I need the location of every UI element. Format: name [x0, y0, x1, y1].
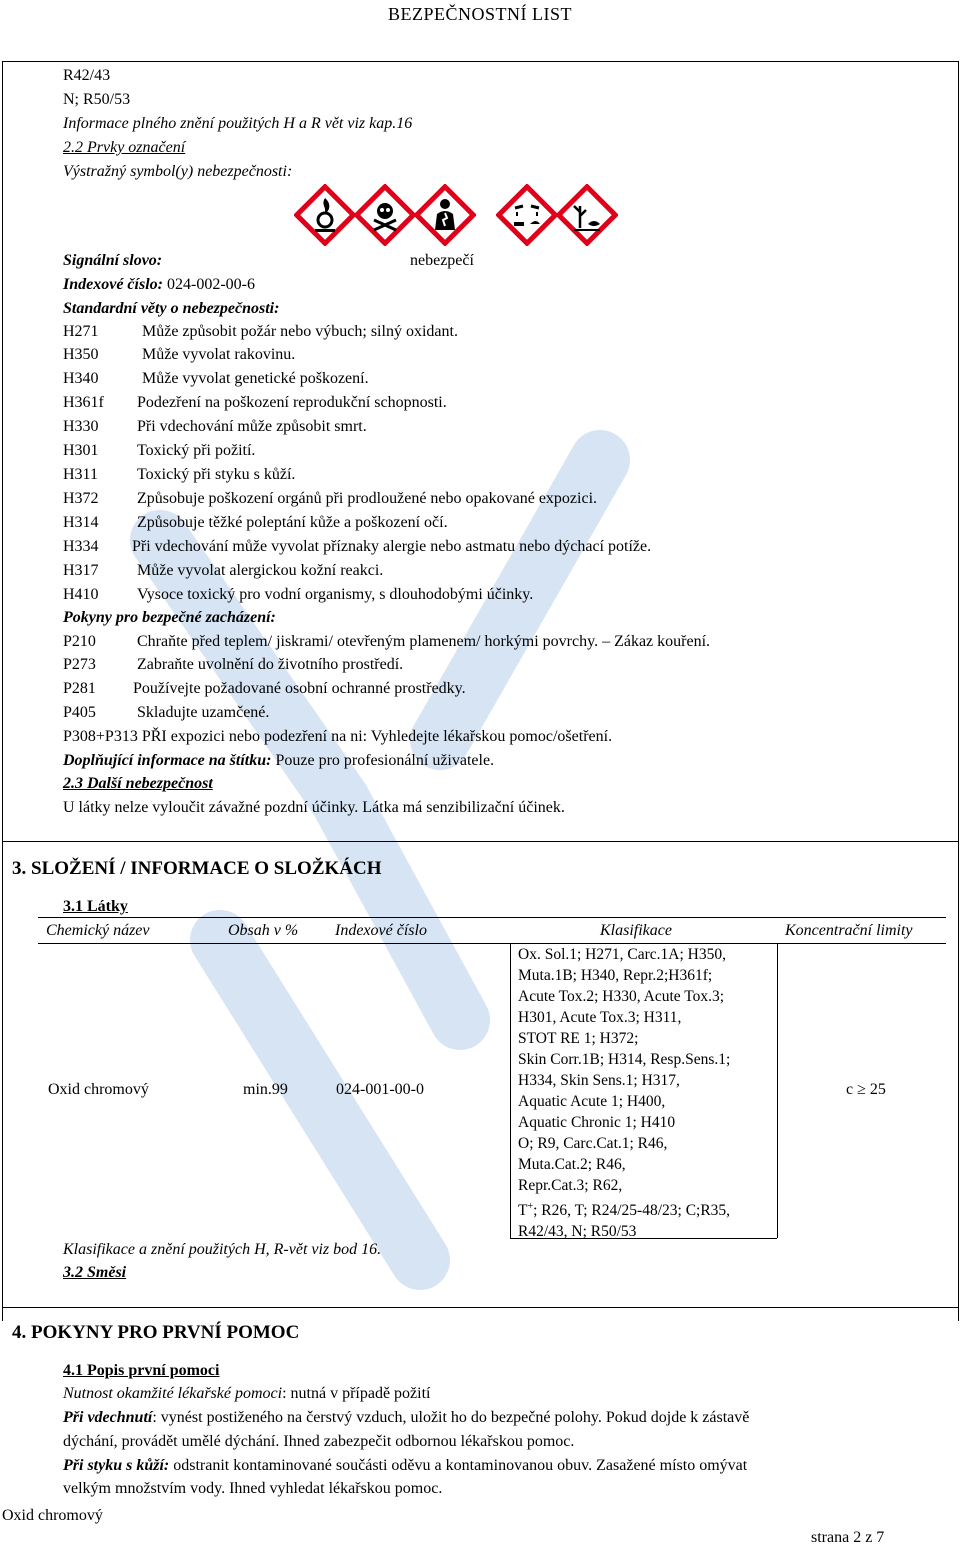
- skin-contact-line-2: velkým množstvím vody. Ihned vyhledat lékařskou pomoc.: [63, 1480, 443, 1497]
- skin-contact-text-1: odstranit kontaminované součásti oděvu a kontaminovanou obuv. Zasažené místo omývat: [169, 1457, 748, 1474]
- health-hazard-icon: [414, 184, 476, 246]
- classification-line: H334, Skin Sens.1; H317,: [518, 1072, 680, 1089]
- h-phrase-text: Způsobuje poškození orgánů při prodloužené nebo opakované expozici.: [137, 490, 598, 507]
- corrosion-icon: [496, 184, 558, 246]
- h-phrase-text: Vysoce toxický pro vodní organismy, s dlouhodobými účinky.: [137, 586, 534, 603]
- h-phrase-text: Způsobuje těžké poleptání kůže a poškození očí.: [137, 514, 448, 531]
- classification-line: H301, Acute Tox.3; H311,: [518, 1009, 682, 1026]
- h-phrase-text: Při vdechování může vyvolat příznaky alergie nebo astmatu nebo dýchací potíže.: [132, 538, 652, 555]
- t-superscript: +: [527, 1201, 534, 1212]
- p-phrase-code: P273: [63, 656, 96, 673]
- h-phrase-code: H410: [63, 586, 99, 603]
- table-header-limits: Koncentrační limity: [785, 922, 913, 939]
- medical-need-label: Nutnost okamžité lékařské pomoci: [63, 1385, 283, 1402]
- heading-3-1: 3.1 Látky: [63, 898, 128, 915]
- h-phrase-code: H311: [63, 466, 98, 483]
- classification-line: STOT RE 1; H372;: [518, 1030, 639, 1047]
- heading-4-1: 4.1 Popis první pomoci: [63, 1362, 220, 1379]
- heading-2-3: 2.3 Další nebezpečnost: [63, 775, 213, 792]
- inhalation-label: Při vdechnutí: [63, 1409, 153, 1426]
- table-col-divider: [777, 943, 778, 1238]
- classification-line: R42/43, N; R50/53: [518, 1223, 637, 1241]
- supplementary-info: [63, 752, 494, 770]
- h-phrase-code: H301: [63, 442, 99, 459]
- inhalation-line-1: [63, 1409, 749, 1427]
- h-phrase-text: Podezření na poškození reprodukční schopnosti.: [137, 394, 447, 411]
- table-header-border: [38, 943, 946, 944]
- document-title: BEZPEČNOSTNÍ LIST: [388, 4, 572, 24]
- classification-line: Ox. Sol.1; H271, Carc.1A; H350,: [518, 946, 726, 963]
- p-phrase-text: Používejte požadované osobní ochranné prostředky.: [133, 680, 466, 697]
- precautionary-label: Pokyny pro bezpečné zacházení:: [63, 609, 276, 626]
- p-phrase-text: Zabraňte uvolnění do životního prostředí.: [137, 656, 404, 673]
- skull-crossbones-icon: [354, 184, 416, 246]
- table-cell-classification: [518, 944, 730, 1242]
- p308-phrase: P308+P313 PŘI expozici nebo podezření na ni: Vyhledejte lékařskou pomoc/ošetření.: [63, 728, 613, 745]
- inhalation-text-1: : vynést postiženého na čerstvý vzduch, uložit ho do bezpečné polohy. Pokud dojde k zástavě: [152, 1409, 750, 1426]
- table-cell-name: Oxid chromový: [48, 1081, 149, 1098]
- classification-line: Muta.Cat.2; R46,: [518, 1156, 626, 1173]
- medical-need: [63, 1385, 430, 1403]
- table-header-index: Indexové číslo: [335, 922, 427, 939]
- classification-line: O; R9, Carc.Cat.1; R46,: [518, 1135, 668, 1152]
- h-phrase-code: H314: [63, 514, 99, 531]
- other-hazards-text: U látky nelze vyloučit závažné pozdní účinky. Látka má senzibilizační účinek.: [63, 799, 565, 816]
- h-phrase-code: H350: [63, 346, 99, 363]
- h-phrase-text: Může způsobit požár nebo výbuch; silný oxidant.: [142, 323, 458, 340]
- standard-phrases-label: Standardní věty o nebezpečnosti:: [63, 300, 280, 317]
- table-header-classification: Klasifikace: [600, 922, 672, 939]
- classification-line-t: [518, 1196, 730, 1221]
- section-3-title: 3. SLOŽENÍ / INFORMACE O SLOŽKÁCH: [12, 858, 382, 879]
- table-cell-limits: c ≥ 25: [846, 1081, 886, 1098]
- p-phrase-code: P210: [63, 633, 96, 650]
- h-phrase-code: H334: [63, 538, 99, 555]
- r-phrase-line-2: N; R50/53: [63, 91, 131, 108]
- classification-line: Repr.Cat.3; R62,: [518, 1177, 623, 1194]
- table-cell-content: min.99: [243, 1081, 288, 1098]
- environment-icon: [556, 184, 618, 246]
- index-number: [63, 276, 255, 294]
- info-note: Informace plného znění použitých H a R vět viz kap.16: [63, 115, 413, 132]
- frame-divider-2-3: [2, 841, 958, 842]
- h-phrase-code: H271: [63, 323, 99, 340]
- table-header-content: Obsah v %: [228, 922, 299, 939]
- h-phrase-text: Může vyvolat rakovinu.: [142, 346, 296, 363]
- footer-page-number: strana 2 z 7: [811, 1529, 885, 1546]
- section-4-title: 4. POKYNY PRO PRVNÍ POMOC: [12, 1322, 300, 1343]
- h-phrase-text: Při vdechování může způsobit smrt.: [137, 418, 367, 435]
- h-phrase-text: Toxický při styku s kůží.: [137, 466, 296, 483]
- heading-2-2: 2.2 Prvky označení: [63, 139, 186, 156]
- classification-line: Aquatic Acute 1; H400,: [518, 1093, 666, 1110]
- p-phrase-code: P405: [63, 704, 96, 721]
- classification-line: Acute Tox.2; H330, Acute Tox.3;: [518, 988, 725, 1005]
- skin-contact-label: Při styku s kůží:: [63, 1457, 170, 1474]
- inhalation-line-2: dýchání, provádět umělé dýchání. Ihned zabezpečit odbornou lékařskou pomoc.: [63, 1433, 575, 1450]
- footer-product-name: Oxid chromový: [2, 1507, 103, 1524]
- h-phrase-text: Může vyvolat genetické poškození.: [142, 370, 369, 387]
- skin-contact-line-1: [63, 1457, 747, 1475]
- r-phrase-line-1: R42/43: [63, 67, 111, 84]
- h-phrase-code: H340: [63, 370, 99, 387]
- table-cell-index: 024-001-00-0: [336, 1081, 424, 1098]
- p-phrase-text: Chraňte před teplem/ jiskrami/ otevřeným plamenem/ horkými povrchy. – Zákaz kouření.: [137, 633, 711, 650]
- classification-note: Klasifikace a znění použitých H, R-vět viz bod 16.: [63, 1241, 382, 1258]
- h-phrase-text: Toxický při požití.: [137, 442, 256, 459]
- symbols-label: Výstražný symbol(y) nebezpečnosti:: [63, 163, 293, 180]
- classification-line: Skin Corr.1B; H314, Resp.Sens.1;: [518, 1051, 731, 1068]
- classification-line: Aquatic Chronic 1; H410: [518, 1114, 676, 1131]
- table-top-border: [38, 917, 946, 918]
- medical-need-value: : nutná v případě požití: [282, 1385, 431, 1402]
- p-phrase-text: Skladujte uzamčené.: [137, 704, 270, 721]
- h-phrase-code: H372: [63, 490, 99, 507]
- frame-top-border: [2, 61, 958, 62]
- h-phrase-code: H330: [63, 418, 99, 435]
- h-phrase-code: H317: [63, 562, 99, 579]
- t-line-rest: ; R26, T; R24/25-48/23; C;R35,: [533, 1202, 731, 1220]
- signal-word-label: Signální slovo:: [63, 252, 163, 269]
- table-header-name: Chemický název: [46, 922, 150, 939]
- classification-line: Muta.1B; H340, Repr.2;H361f;: [518, 967, 713, 984]
- table-col-divider: [510, 943, 511, 1238]
- p-phrase-code: P281: [63, 680, 96, 697]
- h-phrase-text: Může vyvolat alergickou kožní reakci.: [137, 562, 384, 579]
- h-phrase-code: H361f: [63, 394, 104, 411]
- frame-divider-3-4: [2, 1307, 958, 1308]
- index-label: Indexové číslo:: [63, 276, 163, 293]
- supplementary-value: Pouze pro profesionální uživatele.: [271, 752, 495, 769]
- supplementary-label: Doplňující informace na štítku:: [63, 752, 272, 769]
- flame-over-circle-icon: [294, 184, 356, 246]
- t-symbol: T: [518, 1202, 528, 1220]
- index-value: 024-002-00-6: [162, 276, 255, 293]
- signal-word-value: nebezpečí: [410, 252, 474, 269]
- heading-3-2: 3.2 Směsi: [63, 1264, 127, 1281]
